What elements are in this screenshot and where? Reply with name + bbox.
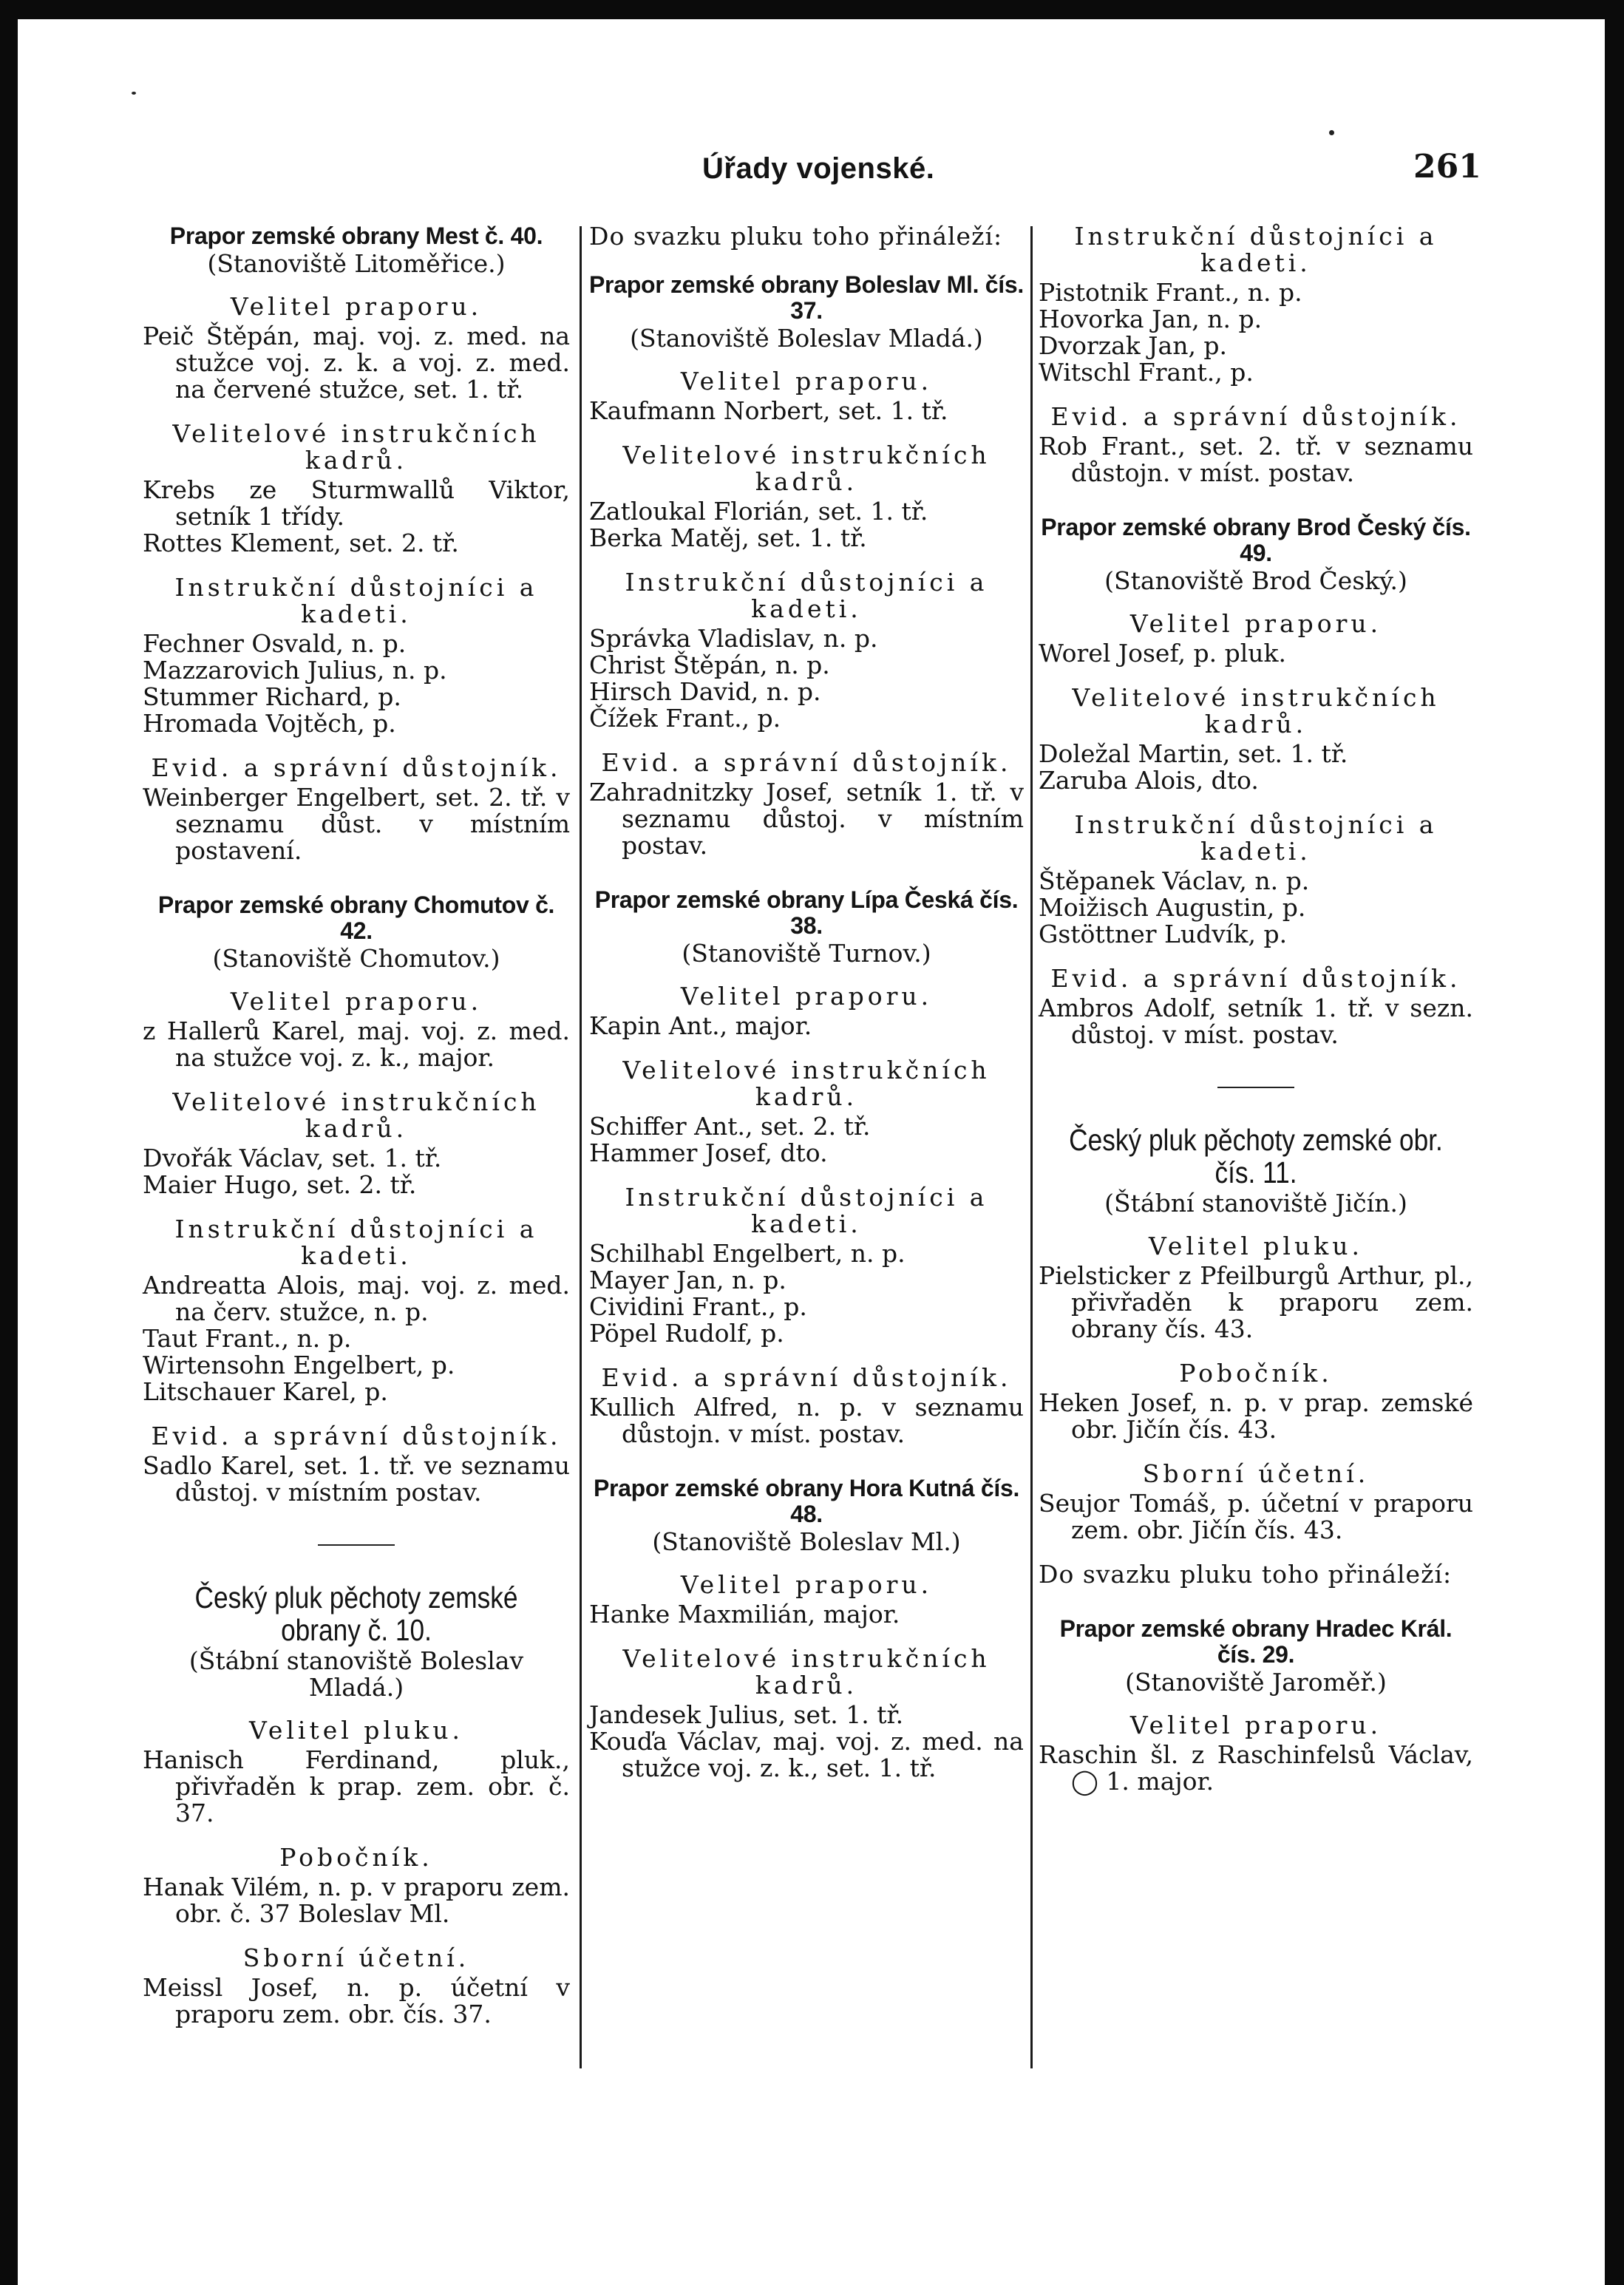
section-heading: Instrukční důstojníci a kadeti.	[174, 573, 538, 628]
officer-entry: z Hallerů Karel, maj. voj. z. med. na stužce voj. z. k., major.	[143, 1016, 570, 1072]
staff-section	[1039, 611, 1473, 667]
officer-entry: Hanak Vilém, n. p. v praporu zem. obr. č. 37 Boleslav Ml.	[143, 1873, 570, 1928]
officer-entry: Pistotnik Frant., n. p.	[1039, 278, 1302, 307]
staff-section	[589, 983, 1024, 1039]
officer-entry: Kouďa Václav, maj. voj. z. med. na stužce voj. z. k., set. 1. tř.	[589, 1727, 1024, 1782]
staff-section	[589, 1365, 1024, 1447]
staff-section	[589, 750, 1024, 859]
section-heading: Velitel pluku.	[249, 1716, 463, 1745]
text-column-2	[589, 223, 1024, 1810]
staff-section	[143, 1089, 570, 1198]
station-line: (Štábní stanoviště Jičín.)	[1104, 1189, 1407, 1218]
regiment-title: Český pluk pěchoty zemské obr. čís. 11.	[1069, 1123, 1443, 1189]
staff-section	[1039, 685, 1473, 794]
staff-section	[1039, 1233, 1473, 1342]
officer-entry: Dvořák Václav, set. 1. tř.	[143, 1144, 442, 1172]
officer-entry: Hanke Maxmilián, major.	[589, 1600, 900, 1629]
staff-section	[143, 1216, 570, 1405]
column-rule	[1030, 226, 1033, 2068]
section-heading: Velitel praporu.	[680, 1570, 933, 1599]
officer-entry: Weinberger Engelbert, set. 2. tř. v seznamu důst. v místním postavení.	[143, 783, 570, 865]
station-line: (Stanoviště Boleslav Mladá.)	[630, 324, 983, 353]
officer-entry: Krebs ze Sturmwallů Viktor, setník 1 třídy.	[143, 475, 570, 531]
battalion-block	[1039, 223, 1473, 486]
staff-section	[143, 755, 570, 864]
staff-section	[589, 1646, 1024, 1782]
officer-entry: Taut Frant., n. p.	[143, 1324, 352, 1353]
staff-section	[1039, 223, 1473, 386]
officer-entry: Gstöttner Ludvík, p.	[1039, 920, 1288, 948]
staff-section	[143, 293, 570, 403]
staff-section	[1039, 1360, 1473, 1443]
section-heading: Velitel praporu.	[230, 292, 483, 321]
staff-section	[1039, 1461, 1473, 1544]
battalion-title: Prapor zemské obrany Mest č. 40.	[169, 223, 543, 249]
officer-entry: Štěpanek Václav, n. p.	[1039, 866, 1310, 895]
officer-entry: Witschl Frant., p.	[1039, 358, 1254, 387]
section-heading: Instrukční důstojníci a kadeti.	[625, 1183, 988, 1238]
section-separator	[318, 1544, 395, 1546]
regiment-block	[143, 1581, 570, 2028]
staff-section	[589, 569, 1024, 732]
officer-entry: Hanisch Ferdinand, pluk., přivřaděn k prap. zem. obr. č. 37.	[143, 1745, 570, 1827]
officer-entry: Doležal Martin, set. 1. tř.	[1039, 739, 1348, 768]
section-heading: Pobočník.	[1179, 1359, 1333, 1388]
battalion-title: Prapor zemské obrany Boleslav Ml. čís. 37.	[589, 271, 1024, 324]
officer-entry: Fechner Osvald, n. p.	[143, 629, 407, 658]
section-heading: Velitelové instrukčních kadrů.	[622, 1644, 991, 1700]
specks	[1329, 130, 1334, 135]
section-heading: Velitel praporu.	[680, 982, 933, 1011]
officer-entry: Mazzarovich Julius, n. p.	[143, 656, 447, 685]
section-heading: Evid. a správní důstojník.	[601, 748, 1012, 777]
station-line: (Stanoviště Turnov.)	[682, 939, 931, 968]
battalion-title: Prapor zemské obrany Hradec Král. čís. 29.	[1059, 1615, 1453, 1668]
staff-section	[589, 1572, 1024, 1628]
officer-entry: Dvorzak Jan, p.	[1039, 331, 1228, 360]
column-intro: Do svazku pluku toho přináleží:	[589, 222, 1003, 251]
staff-section	[143, 1844, 570, 1927]
staff-section	[589, 368, 1024, 424]
section-heading: Velitel praporu.	[1129, 1711, 1382, 1739]
officer-entry: Schilhabl Engelbert, n. p.	[589, 1239, 906, 1268]
battalion-title: Prapor zemské obrany Brod Český čís. 49.	[1041, 514, 1471, 566]
officer-entry: Zahradnitzky Josef, setník 1. tř. v seznamu důstoj. v místním postav.	[589, 778, 1024, 860]
battalion-block	[589, 1476, 1024, 1782]
scan-border-top	[0, 0, 1624, 19]
officer-entry: Kullich Alfred, n. p. v seznamu důstojn. v míst. postav.	[589, 1393, 1024, 1448]
section-heading: Velitel praporu.	[680, 367, 933, 395]
section-heading: Instrukční důstojníci a kadeti.	[174, 1215, 538, 1270]
section-separator	[1217, 1087, 1294, 1088]
officer-entry: Wirtensohn Engelbert, p.	[143, 1351, 455, 1379]
section-heading: Evid. a správní důstojník.	[151, 1422, 562, 1450]
specks	[132, 92, 136, 95]
battalion-title: Prapor zemské obrany Lípa Česká čís. 38.	[594, 886, 1019, 939]
staff-section	[1039, 965, 1473, 1048]
section-heading: Pobočník.	[279, 1843, 433, 1872]
officer-entry: Rottes Klement, set. 2. tř.	[143, 529, 459, 557]
regiment-title: Český pluk pěchoty zemské obrany č. 10.	[194, 1581, 518, 1647]
station-line: (Stanoviště Jaroměř.)	[1125, 1668, 1387, 1697]
officer-entry: Pöpel Rudolf, p.	[589, 1319, 784, 1348]
battalion-title: Prapor zemské obrany Hora Kutná čís. 48.	[593, 1475, 1020, 1527]
officer-entry: Hovorka Jan, n. p.	[1039, 305, 1263, 333]
officer-entry: Hammer Josef, dto.	[589, 1138, 828, 1167]
officer-entry: Andreatta Alois, maj. voj. z. med. na červ. stužce, n. p.	[143, 1271, 570, 1326]
staff-section	[143, 1945, 570, 2028]
officer-entry: Správka Vladislav, n. p.	[589, 624, 878, 653]
scan-border-left	[0, 0, 18, 2285]
officer-entry: Mayer Jan, n. p.	[589, 1266, 786, 1294]
officer-entry: Zaruba Alois, dto.	[1039, 766, 1259, 795]
section-heading: Instrukční důstojníci a kadeti.	[1074, 222, 1438, 277]
section-heading: Velitel pluku.	[1149, 1232, 1363, 1260]
staff-section	[1039, 1712, 1473, 1795]
section-heading: Velitelové instrukčních kadrů.	[172, 419, 540, 475]
battalion-title: Prapor zemské obrany Chomutov č. 42.	[157, 892, 555, 944]
staff-section	[1039, 812, 1473, 948]
station-line: (Stanoviště Chomutov.)	[212, 944, 500, 973]
officer-entry: Stummer Richard, p.	[143, 682, 401, 711]
section-heading: Instrukční důstojníci a kadeti.	[1074, 810, 1438, 866]
battalion-block	[589, 272, 1024, 859]
officer-entry: Jandesek Julius, set. 1. tř.	[589, 1700, 904, 1729]
battalion-block	[589, 887, 1024, 1447]
page-number: 261	[1413, 148, 1481, 186]
station-line: (Štábní stanoviště Boleslav Mladá.)	[188, 1646, 524, 1702]
column-rule	[580, 226, 582, 2068]
officer-entry: Maier Hugo, set. 2. tř.	[143, 1170, 417, 1199]
officer-entry: Meissl Josef, n. p. účetní v praporu zem. obr. čís. 37.	[143, 1973, 570, 2028]
officer-entry: Sadlo Karel, set. 1. tř. ve seznamu důstoj. v místním postav.	[143, 1451, 570, 1507]
officer-entry: Čížek Frant., p.	[589, 704, 781, 733]
battalion-block	[1039, 1616, 1473, 1795]
text-column-3	[1039, 223, 1473, 1823]
regiment-outro: Do svazku pluku toho přináleží:	[1039, 1560, 1453, 1589]
officer-entry: Raschin šl. z Raschinfelsů Václav, ◯ 1. major.	[1039, 1740, 1473, 1796]
staff-section	[589, 442, 1024, 551]
officer-entry: Pielsticker z Pfeilburgů Arthur, pl., přivřaděn k praporu zem. obrany čís. 43.	[1039, 1261, 1473, 1343]
staff-section	[143, 1717, 570, 1827]
staff-section	[143, 1423, 570, 1506]
officer-entry: Hirsch David, n. p.	[589, 677, 821, 706]
officer-entry: Kaufmann Norbert, set. 1. tř.	[589, 396, 948, 425]
battalion-block	[143, 223, 570, 864]
section-heading: Evid. a správní důstojník.	[1050, 964, 1461, 993]
section-heading: Velitelové instrukčních kadrů.	[172, 1087, 540, 1143]
running-header: Úřady vojenské.	[702, 152, 935, 185]
section-heading: Sborní účetní.	[242, 1943, 470, 1972]
officer-entry: Peič Štěpán, maj. voj. z. med. na stužce voj. z. k. a voj. z. med. na červené stužce, set. 1. tř.	[143, 322, 570, 404]
staff-section	[589, 1057, 1024, 1167]
section-heading: Velitel praporu.	[230, 987, 483, 1016]
staff-section	[589, 1184, 1024, 1347]
station-line: (Stanoviště Brod Český.)	[1104, 566, 1407, 595]
section-heading: Velitelové instrukčních kadrů.	[622, 1056, 991, 1111]
battalion-block	[143, 892, 570, 1506]
officer-entry: Cividini Frant., p.	[589, 1292, 807, 1321]
section-heading: Velitelové instrukčních kadrů.	[622, 441, 991, 496]
section-heading: Velitelové instrukčních kadrů.	[1072, 683, 1440, 739]
section-heading: Instrukční důstojníci a kadeti.	[625, 568, 988, 623]
officer-entry: Seujor Tomáš, p. účetní v praporu zem. obr. Jičín čís. 43.	[1039, 1489, 1473, 1544]
officer-entry: Heken Josef, n. p. v prap. zemské obr. Jičín čís. 43.	[1039, 1388, 1473, 1444]
regiment-block	[1039, 1124, 1473, 1588]
officer-entry: Schiffer Ant., set. 2. tř.	[589, 1112, 871, 1141]
officer-entry: Litschauer Karel, p.	[143, 1377, 388, 1406]
officer-entry: Moižisch Augustin, p.	[1039, 893, 1306, 922]
staff-section	[143, 574, 570, 737]
officer-entry: Kapin Ant., major.	[589, 1011, 812, 1040]
officer-entry: Hromada Vojtěch, p.	[143, 709, 396, 738]
battalion-block	[1039, 515, 1473, 1048]
section-heading: Evid. a správní důstojník.	[151, 753, 562, 782]
scan-border-right	[1605, 0, 1624, 2285]
text-column-1	[143, 223, 570, 2056]
station-line: (Stanoviště Litoměřice.)	[207, 249, 506, 278]
station-line: (Stanoviště Boleslav Ml.)	[652, 1527, 961, 1556]
section-heading: Sborní účetní.	[1142, 1459, 1370, 1488]
section-heading: Velitel praporu.	[1129, 609, 1382, 638]
officer-entry: Christ Štěpán, n. p.	[589, 651, 830, 679]
staff-section	[1039, 404, 1473, 486]
officer-entry: Rob Frant., set. 2. tř. v seznamu důstojn. v míst. postav.	[1039, 432, 1473, 487]
section-heading: Evid. a správní důstojník.	[1050, 402, 1461, 431]
section-heading: Evid. a správní důstojník.	[601, 1363, 1012, 1392]
staff-section	[143, 421, 570, 557]
officer-entry: Worel Josef, p. pluk.	[1039, 639, 1286, 668]
staff-section	[143, 988, 570, 1071]
officer-entry: Ambros Adolf, setník 1. tř. v sezn. důstoj. v míst. postav.	[1039, 994, 1473, 1049]
officer-entry: Zatloukal Florián, set. 1. tř.	[589, 497, 928, 526]
officer-entry: Berka Matěj, set. 1. tř.	[589, 523, 867, 552]
